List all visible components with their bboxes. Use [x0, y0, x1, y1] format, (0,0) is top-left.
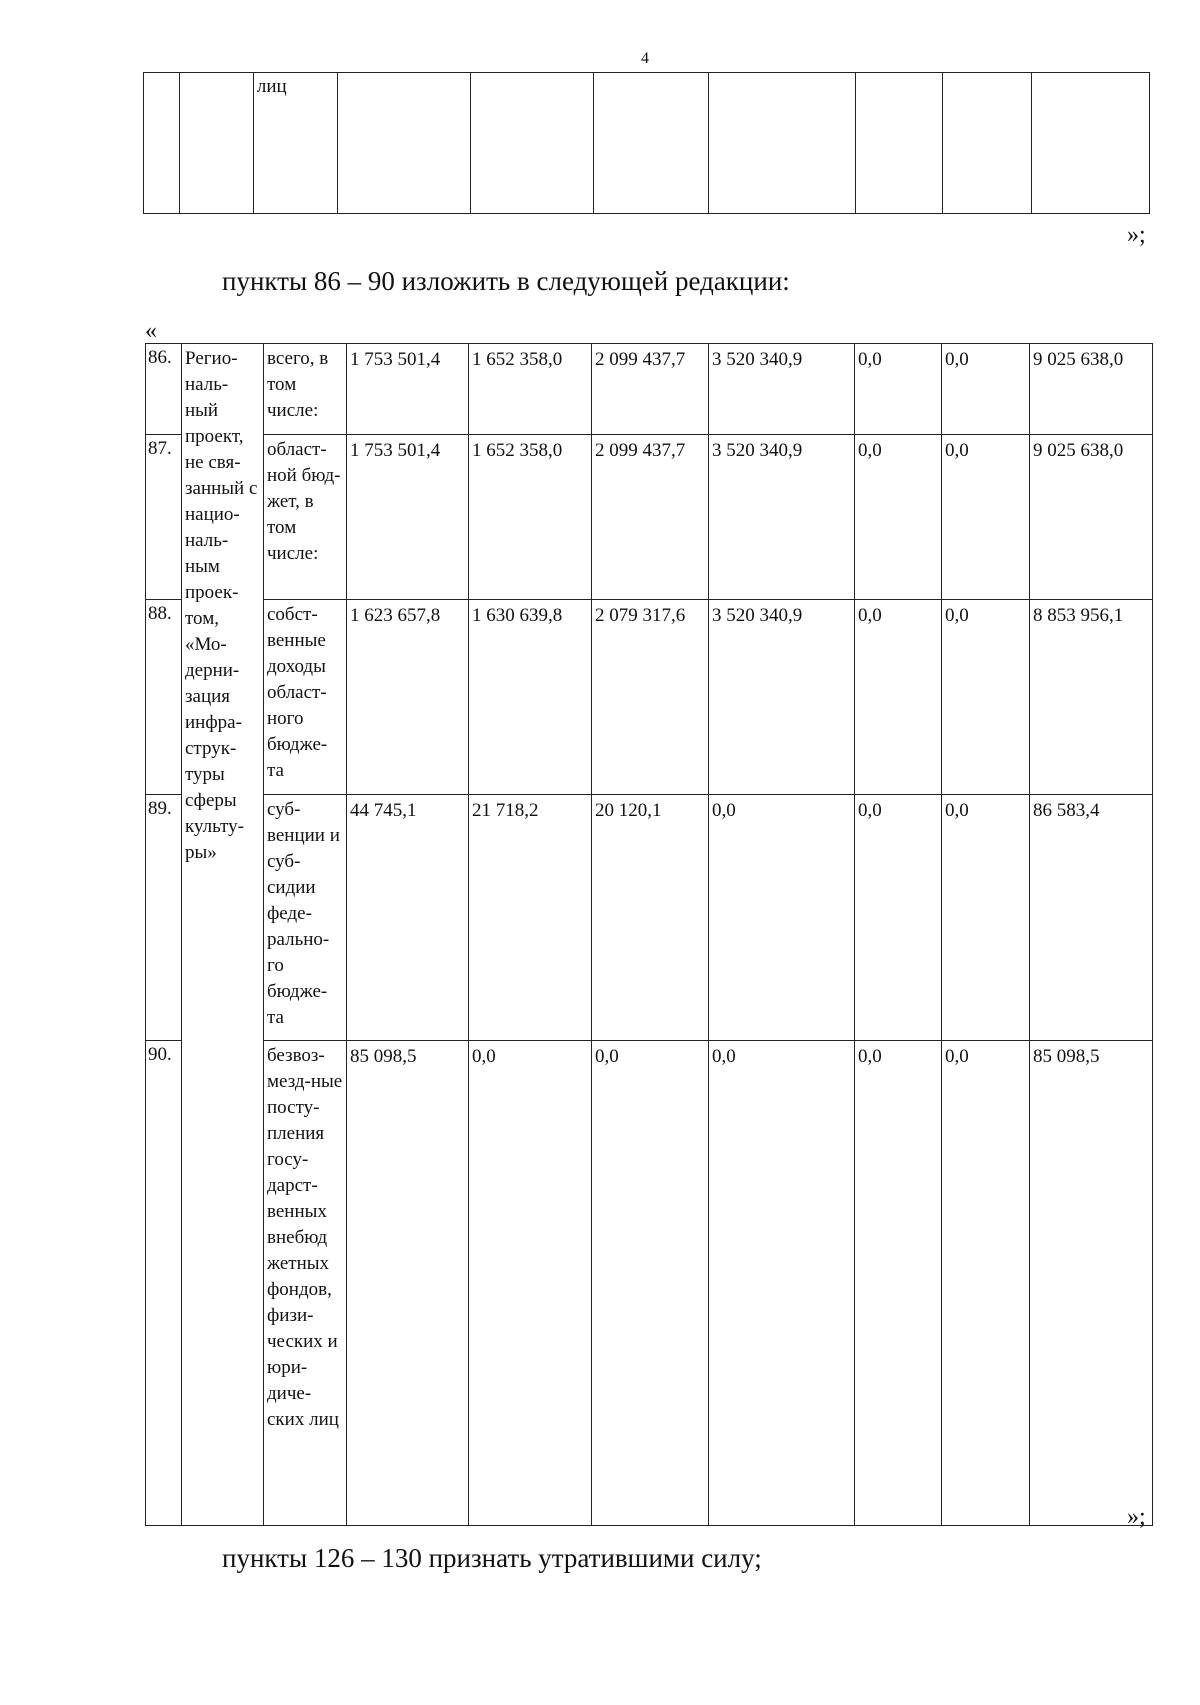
- row-number: 86.: [146, 344, 182, 435]
- table-row: [146, 1041, 1153, 1526]
- amount-cell: 1 652 358,0: [469, 344, 592, 435]
- amount-cell: 0,0: [942, 1041, 1030, 1526]
- row-number: 87.: [146, 435, 182, 600]
- continued-table-fragment: [143, 72, 1150, 214]
- table-cell: [709, 73, 855, 214]
- amount-cell: 1 753 501,4: [347, 435, 469, 600]
- amount-cell: 1 630 639,8: [469, 600, 592, 795]
- row-number: 90.: [146, 1041, 182, 1526]
- amendment-paragraph: пункты 126 – 130 признать утратившими силу;: [222, 1543, 762, 1573]
- amount-cell: 2 099 437,7: [592, 435, 709, 600]
- amount-cell: 0,0: [942, 600, 1030, 795]
- amount-cell: 0,0: [942, 344, 1030, 435]
- amount-cell: 0,0: [855, 795, 942, 1041]
- amount-cell: 3 520 340,9: [709, 344, 855, 435]
- amount-cell: 20 120,1: [592, 795, 709, 1041]
- table-cell: [593, 73, 709, 214]
- amount-cell: 21 718,2: [469, 795, 592, 1041]
- table-cell: [180, 73, 254, 214]
- amount-cell: 3 520 340,9: [709, 435, 855, 600]
- amount-cell: 0,0: [855, 600, 942, 795]
- amount-cell: 3 520 340,9: [709, 600, 855, 795]
- table-cell: [1031, 73, 1149, 214]
- amount-cell: 0,0: [709, 1041, 855, 1526]
- amount-cell: 85 098,5: [1030, 1041, 1153, 1526]
- page-number: 4: [641, 50, 649, 67]
- amount-cell: 8 853 956,1: [1030, 600, 1153, 795]
- amount-cell: 1 623 657,8: [347, 600, 469, 795]
- amount-cell: 0,0: [855, 1041, 942, 1526]
- amount-cell: 9 025 638,0: [1030, 435, 1153, 600]
- amount-cell: 86 583,4: [1030, 795, 1153, 1041]
- table-row: [146, 600, 1153, 795]
- funding-source-label: собст-венные доходы област-ного бюдже-та: [264, 600, 347, 795]
- funding-source-label: безвоз-мезд-ные посту-пления госу-дарст-венных внебюд жетных фондов, физи-ческих и юри-диче-ских лиц: [264, 1041, 347, 1526]
- table-row: [146, 344, 1153, 435]
- amount-cell: 1 652 358,0: [469, 435, 592, 600]
- amount-cell: 0,0: [942, 795, 1030, 1041]
- table-row: [146, 795, 1153, 1041]
- amount-cell: 9 025 638,0: [1030, 344, 1153, 435]
- amount-cell: 85 098,5: [347, 1041, 469, 1526]
- amount-cell: 0,0: [592, 1041, 709, 1526]
- amount-cell: 2 079 317,6: [592, 600, 709, 795]
- amount-cell: 0,0: [855, 344, 942, 435]
- table-row: [146, 435, 1153, 600]
- row-number: 89.: [146, 795, 182, 1041]
- table-cell: лиц: [253, 73, 337, 214]
- funding-source-label: суб-венции и суб-сидии феде-рально-го бюдже-та: [264, 795, 347, 1041]
- amount-cell: 0,0: [469, 1041, 592, 1526]
- amount-cell: 0,0: [709, 795, 855, 1041]
- amount-cell: 0,0: [942, 435, 1030, 600]
- opening-quote: «: [145, 318, 157, 344]
- funding-source-label: всего, в том числе:: [264, 344, 347, 435]
- table-row: [144, 73, 1150, 214]
- table-cell: [943, 73, 1032, 214]
- closing-quote: »;: [1127, 222, 1146, 248]
- amount-cell: 2 099 437,7: [592, 344, 709, 435]
- project-name-cell: Регио-наль-ный проект, не свя-занный с нацио-наль-ным проек-том, «Мо-дерни-зация инфра-струк-туры сферы культу-ры»: [182, 344, 264, 1526]
- amendment-paragraph: пункты 86 – 90 изложить в следующей редакции:: [222, 266, 790, 296]
- table-cell: [337, 73, 470, 214]
- row-number: 88.: [146, 600, 182, 795]
- table-cell: [470, 73, 593, 214]
- table-cell: [144, 73, 180, 214]
- amount-cell: 1 753 501,4: [347, 344, 469, 435]
- closing-quote: »;: [1127, 1504, 1146, 1530]
- budget-table: [145, 343, 1153, 1526]
- amount-cell: 44 745,1: [347, 795, 469, 1041]
- funding-source-label: област-ной бюд-жет, в том числе:: [264, 435, 347, 600]
- table-cell: [855, 73, 943, 214]
- amount-cell: 0,0: [855, 435, 942, 600]
